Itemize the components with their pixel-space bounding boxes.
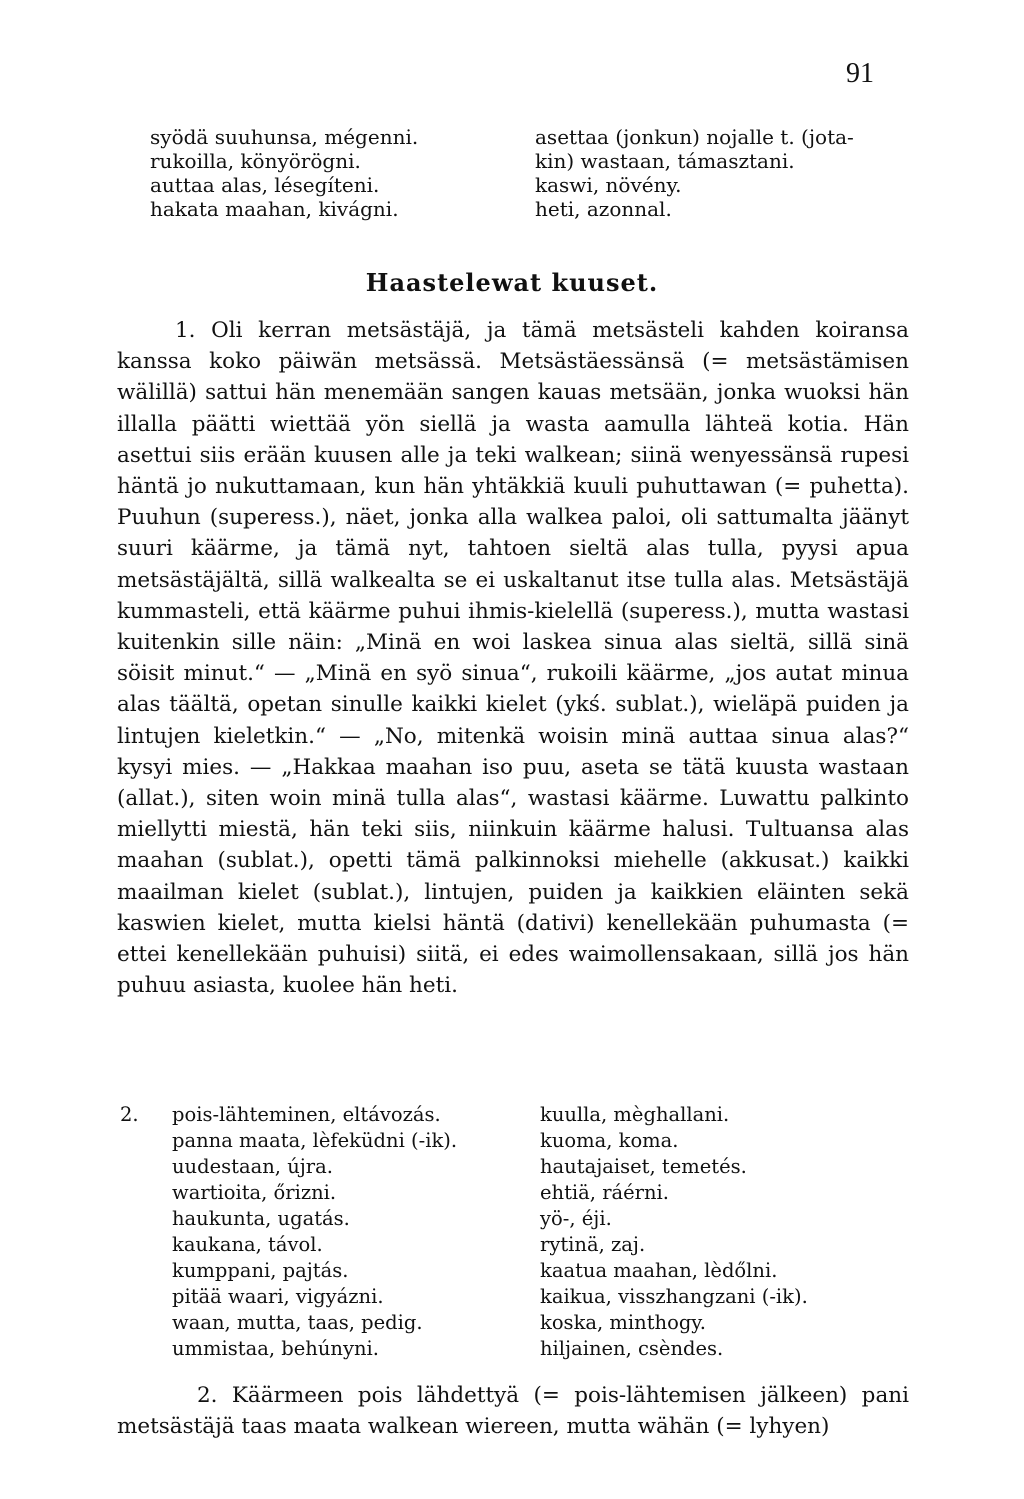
section-title: Haastelewat kuuset. — [365, 268, 659, 297]
story-continuation — [117, 1380, 909, 1442]
vocabulary-top-right-column — [535, 125, 890, 221]
vocab-entry: kin) wastaan, támasztani. — [535, 149, 795, 173]
vocab-entry: auttaa alas, lésegíteni. — [150, 173, 380, 197]
vocabulary-bottom — [120, 1102, 900, 1362]
story-body — [117, 315, 909, 1001]
story-paragraph: 1. Oli kerran metsästäjä, ja tämä metsästeli kahden koiransa kanssa koko päiwän metsässä. Metsästäessänsä (= metsästämisen wälillä) sattui hän menemään sangen kauas metsään, jonka wuoksi hän illalla päätti wiettää yön siellä ja wasta aamulla lähteä kotia. Hän asettui siis erään kuusen alle ja teki walkean; siinä wenyessänsä rupesi häntä jo nukuttamaan, kun hän yhtäkkiä kuuli puhuttawan (= puhetta). Puuhun (superess.), näet, jonka alla walkea paloi, oli sattumalta jäänyt suuri käärme, ja tämä nyt, tahtoen sieltä alas tulla, pyysi apua metsästäjältä, sillä walkealta se ei uskaltanut itse tulla alas. Metsästäjä kummasteli, että käärme puhui ihmis-kielellä (superess.), mutta wastasi kuitenkin sille näin: „Minä en woi laskea sinua alas sieltä, sillä sinä söisit minut.“ — „Minä en syö sinua“, rukoili käärme, „jos autat minua alas täältä, opetan sinulle kaikki kielet (ykś. sublat.), wieläpä puiden ja lintujen kieletkin.“ — „No, mitenkä woisin minä auttaa sinua alas?“ kysyi mies. — „Hakkaa maahan iso puu, aseta se tätä kuusta wastaan (allat.), siten woin minä tulla alas“, wastasi käärme. Luwattu palkinto miellytti miestä, hän teki siis, niinkuin käärme halusi. Tultuansa alas maahan (sublat.), opetti tämä palkinnoksi miehelle (akkusat.) kaikki maailman kielet (sublat.), lintujen, puiden ja kaikkien eläinten sekä kaswien kielet, mutta kielsi häntä (dativi) kenellekään puhumasta (= ettei kenellekään puhuisi) siitä, ei edes waimollensakaan, sillä jos hän puhuu asiasta, kuolee hän heti. — [117, 318, 909, 999]
vocab-entry: heti, azonnal. — [535, 197, 672, 221]
vocab-entry: kaatua maahan, lèdőlni. — [540, 1259, 778, 1282]
vocab-entry: uudestaan, újra. — [172, 1155, 333, 1178]
vocab-entry: asettaa (jonkun) nojalle t. (jota- — [535, 125, 854, 149]
vocab-entry: hakata maahan, kivágni. — [150, 197, 399, 221]
vocab-entry: pois-lähteminen, eltávozás. — [172, 1103, 441, 1126]
page-number: 91 — [846, 58, 874, 89]
vocab-entry: kuulla, mèghallani. — [540, 1103, 730, 1126]
vocab-section-number: 2. — [120, 1103, 139, 1126]
vocab-entry: ummistaa, behúnyni. — [172, 1337, 379, 1360]
vocab-entry: pitää waari, vigyázni. — [172, 1285, 384, 1308]
vocab-entry: syödä suuhunsa, mégenni. — [150, 125, 419, 149]
vocabulary-top — [150, 125, 890, 221]
vocabulary-bottom-right-column — [540, 1102, 900, 1362]
vocab-entry: hiljainen, csèndes. — [540, 1337, 724, 1360]
vocab-entry: rukoilla, könyörögni. — [150, 149, 361, 173]
vocabulary-bottom-left-column — [120, 1102, 530, 1362]
vocab-entry: waan, mutta, taas, pedig. — [172, 1311, 423, 1334]
vocab-entry: kaswi, növény. — [535, 173, 682, 197]
vocab-entry: koska, minthogy. — [540, 1311, 706, 1334]
story-paragraph: 2. Käärmeen pois lähdettyä (= pois-lähtemisen jälkeen) pani metsästäjä taas maata walkean wiereen, mutta wähän (= lyhyen) — [117, 1383, 909, 1439]
vocab-entry: kaikua, visszhangzani (-ik). — [540, 1285, 808, 1308]
vocab-entry: yö-, éji. — [540, 1207, 612, 1230]
vocab-entry: ehtiä, ráérni. — [540, 1181, 669, 1204]
vocab-entry: wartioita, őrizni. — [172, 1181, 337, 1204]
vocab-entry: rytinä, zaj. — [540, 1233, 646, 1256]
vocabulary-top-left-column — [150, 125, 505, 221]
vocab-entry: kaukana, távol. — [172, 1233, 323, 1256]
vocab-entry: hautajaiset, temetés. — [540, 1155, 747, 1178]
vocab-entry: panna maata, lèfeküdni (-ik). — [172, 1129, 458, 1152]
vocab-entry: kuoma, koma. — [540, 1129, 679, 1152]
vocab-entry-first — [120, 1102, 530, 1128]
vocab-entry: haukunta, ugatás. — [172, 1207, 350, 1230]
vocab-entry: kumppani, pajtás. — [172, 1259, 349, 1282]
